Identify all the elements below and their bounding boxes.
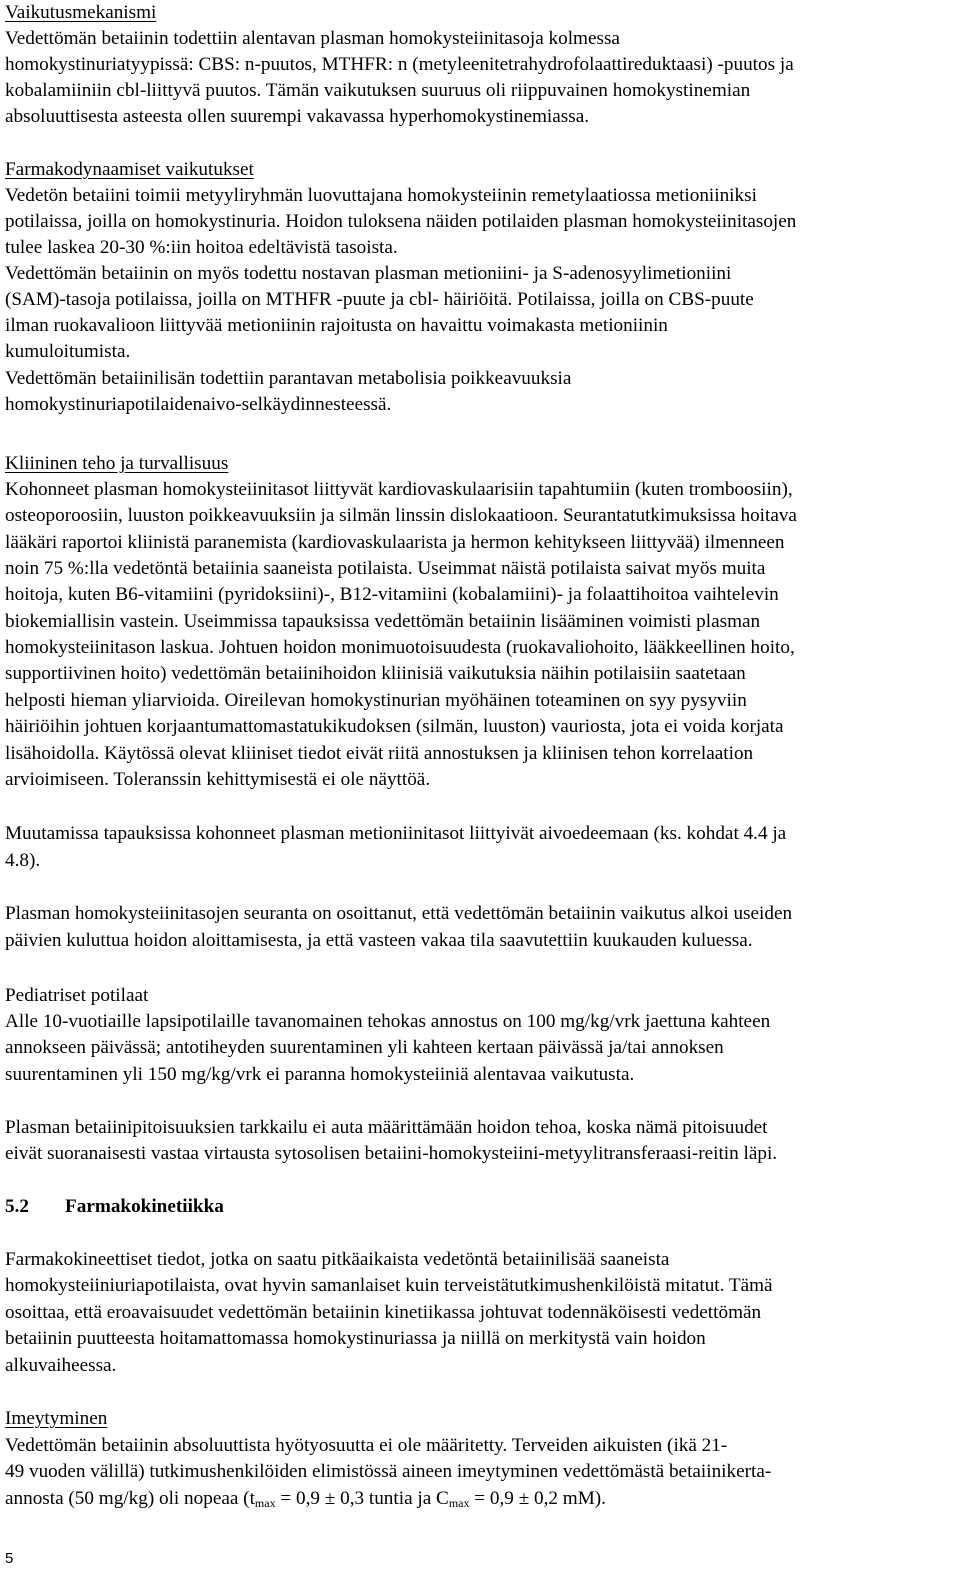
paragraph-line: absoluuttisesta asteesta ollen suurempi vakavassa hyperhomokystinemiassa. [5, 106, 590, 127]
paragraph-line: homokystinuriapotilaidenaivo-selkäydinnesteessä. [5, 394, 392, 415]
paragraph-line: (SAM)-tasoja potilaissa, joilla on MTHFR -puute ja cbl- häiriöitä. Potilaissa, joilla on CBS-puute [5, 289, 754, 310]
paragraph-line: kumuloitumista. [5, 341, 131, 362]
heading-section-5-2 [5, 1194, 224, 1220]
heading-vaikutusmekanismi: Vaikutusmekanismi [5, 2, 157, 23]
paragraph-line: Vedetön betaiini toimii metyyliryhmän luovuttajana homokysteiinin remetylaatiossa metioniiniksi [5, 185, 757, 206]
heading-imeytyminen: Imeytyminen [5, 1408, 108, 1429]
paragraph-line: osteoporoosiin, luuston poikkeavuuksiin ja silmän linssin dislokaatioon. Seurantatutkimuksissa hoitava [5, 505, 797, 526]
paragraph-line: Muutamissa tapauksissa kohonneet plasman metioniinitasot liittyivät aivoedeemaan (ks. kohdat 4.4 ja [5, 823, 787, 844]
heading-kliininen-teho: Kliininen teho ja turvallisuus [5, 453, 229, 474]
paragraph-line: tulee laskea 20-30 %:iin hoitoa edeltävistä tasoista. [5, 237, 398, 258]
paragraph-line: päivien kuluttua hoidon aloittamisesta, ja että vasteen vakaa tila saavutettiin kuukauden kuluessa. [5, 930, 753, 951]
paragraph-line: Plasman betaiinipitoisuuksien tarkkailu ei auta määrittämään hoidon tehoa, koska nämä pitoisuudet [5, 1117, 768, 1138]
paragraph-line: ilman ruokavalioon liittyvää metioniinin rajoitusta on havaittu voimakasta metioniinin [5, 315, 668, 336]
paragraph-line: Vedettömän betaiinin absoluuttista hyötyosuutta ei ole määritetty. Terveiden aikuisten (ikä 21- [5, 1435, 728, 1456]
paragraph-line: biokemiallisin vastein. Useimmissa tapauksissa vedettömän betaiinin lisääminen voimisti plasman [5, 611, 761, 632]
text-run: = 0,9 ± 0,2 mM). [469, 1488, 606, 1509]
paragraph-line: osoittaa, että eroavaisuudet vedettömän betaiinin kinetiikassa johtuvat todennäköisesti vedettömän [5, 1302, 762, 1323]
text-run: = 0,9 ± 0,3 tuntia ja C [275, 1488, 449, 1509]
paragraph-line: helposti hieman yliarvioida. Oireilevan homokystinurian myöhäinen toteaminen on syy pysyviin [5, 690, 747, 711]
section-number: 5.2 [5, 1196, 29, 1217]
paragraph-line: häiriöihin johtuen korjaantumattomastatukikudoksen (silmän, luuston) vauriosta, jota ei voida korjata [5, 716, 784, 737]
paragraph-line: Plasman homokysteiinitasojen seuranta on osoittanut, että vedettömän betaiinin vaikutus alkoi useiden [5, 903, 793, 924]
paragraph-line: lisähoidolla. Käytössä olevat kliiniset tiedot eivät riitä annostuksen ja kliinisen tehon korrelaation [5, 743, 754, 764]
paragraph-line: annokseen päivässä; antotiheyden suurentaminen yli kahteen kertaan päivässä ja/tai annoksen [5, 1037, 724, 1058]
paragraph-line: Vedettömän betaiinin on myös todettu nostavan plasman metioniini- ja S-adenosyylimetioniini [5, 263, 732, 284]
paragraph-line: supportiivinen hoito) vedettömän betaiinihoidon kliinisiä vaikutuksia näihin potilaisiin saatetaan [5, 663, 746, 684]
paragraph-line: homokysteiiniuriapotilaista, ovat hyvin samanlaiset kuin terveistätutkimushenkilöistä mitatut. Tämä [5, 1275, 773, 1296]
paragraph-line-with-subscripts [5, 1486, 606, 1512]
paragraph-line: eivät suoranaisesti vastaa virtausta sytosolisen betaiini-homokysteiini-metyylitransferaasi-reitin läpi. [5, 1143, 778, 1164]
paragraph-line: Farmakokineettiset tiedot, jotka on saatu pitkäaikaista vedetöntä betaiinilisää saaneista [5, 1249, 670, 1270]
paragraph-line: suurentaminen yli 150 mg/kg/vrk ei paranna homokysteiiniä alentavaa vaikutusta. [5, 1064, 635, 1085]
section-title: Farmakokinetiikka [65, 1196, 224, 1217]
paragraph-line: lääkäri raportoi kliinistä paranemista (kardiovaskulaarista ja hermon kehitykseen liittyvää) ilmenneen [5, 532, 785, 553]
page-number: 5 [5, 1550, 14, 1567]
paragraph-line: 4.8). [5, 850, 41, 871]
paragraph-line: homokystinuriatyypissä: CBS: n-puutos, MTHFR: n (metyleenitetrahydrofolaattireduktaasi) -puutos ja [5, 54, 794, 75]
subscript: max [254, 1496, 276, 1510]
paragraph-line: Vedettömän betaiinilisän todettiin parantavan metabolisia poikkeavuuksia [5, 368, 572, 389]
paragraph-line: arvioimiseen. Toleranssin kehittymisestä ei ole näyttöä. [5, 769, 431, 790]
paragraph-line: 49 vuoden välillä) tutkimushenkilöiden elimistössä aineen imeytyminen vedettömästä betaiinikerta- [5, 1461, 772, 1482]
subscript: max [448, 1496, 470, 1510]
text-run: annosta (50 mg/kg) oli nopeaa (t [5, 1488, 255, 1509]
paragraph-line: hoitoja, kuten B6-vitamiini (pyridoksiini)-, B12-vitamiini (kobalamiini)- ja folaattihoitoa vaihtelevin [5, 584, 779, 605]
paragraph-line: noin 75 %:lla vedetöntä betaiinia saaneista potilaista. Useimmat näistä potilaista saivat myös muita [5, 558, 766, 579]
paragraph-line: alkuvaiheessa. [5, 1355, 117, 1376]
paragraph-line: homokysteiinitason laskua. Johtuen hoidon monimuotoisuudesta (ruokavaliohoito, lääkkeellinen hoito, [5, 637, 795, 658]
paragraph-line: Vedettömän betaiinin todettiin alentavan plasman homokysteiinitasoja kolmessa [5, 28, 620, 49]
heading-farmakodynaamiset: Farmakodynaamiset vaikutukset [5, 159, 254, 180]
paragraph-line: Kohonneet plasman homokysteiinitasot liittyvät kardiovaskulaarisiin tapahtumiin (kuten tromboosiin), [5, 479, 793, 500]
heading-pediatriset: Pediatriset potilaat [5, 985, 149, 1006]
paragraph-line: kobalamiiniin cbl-liittyvä puutos. Tämän vaikutuksen suuruus oli riippuvainen homokystinemian [5, 80, 751, 101]
paragraph-line: betaiinin puutteesta hoitamattomassa homokystinuriassa ja niillä on merkitystä vain hoidon [5, 1328, 706, 1349]
paragraph-line: potilaissa, joilla on homokystinuria. Hoidon tuloksena näiden potilaiden plasman homokysteiinitasojen [5, 211, 797, 232]
paragraph-line: Alle 10-vuotiaille lapsipotilaille tavanomainen tehokas annostus on 100 mg/kg/vrk jaettuna kahteen [5, 1011, 771, 1032]
